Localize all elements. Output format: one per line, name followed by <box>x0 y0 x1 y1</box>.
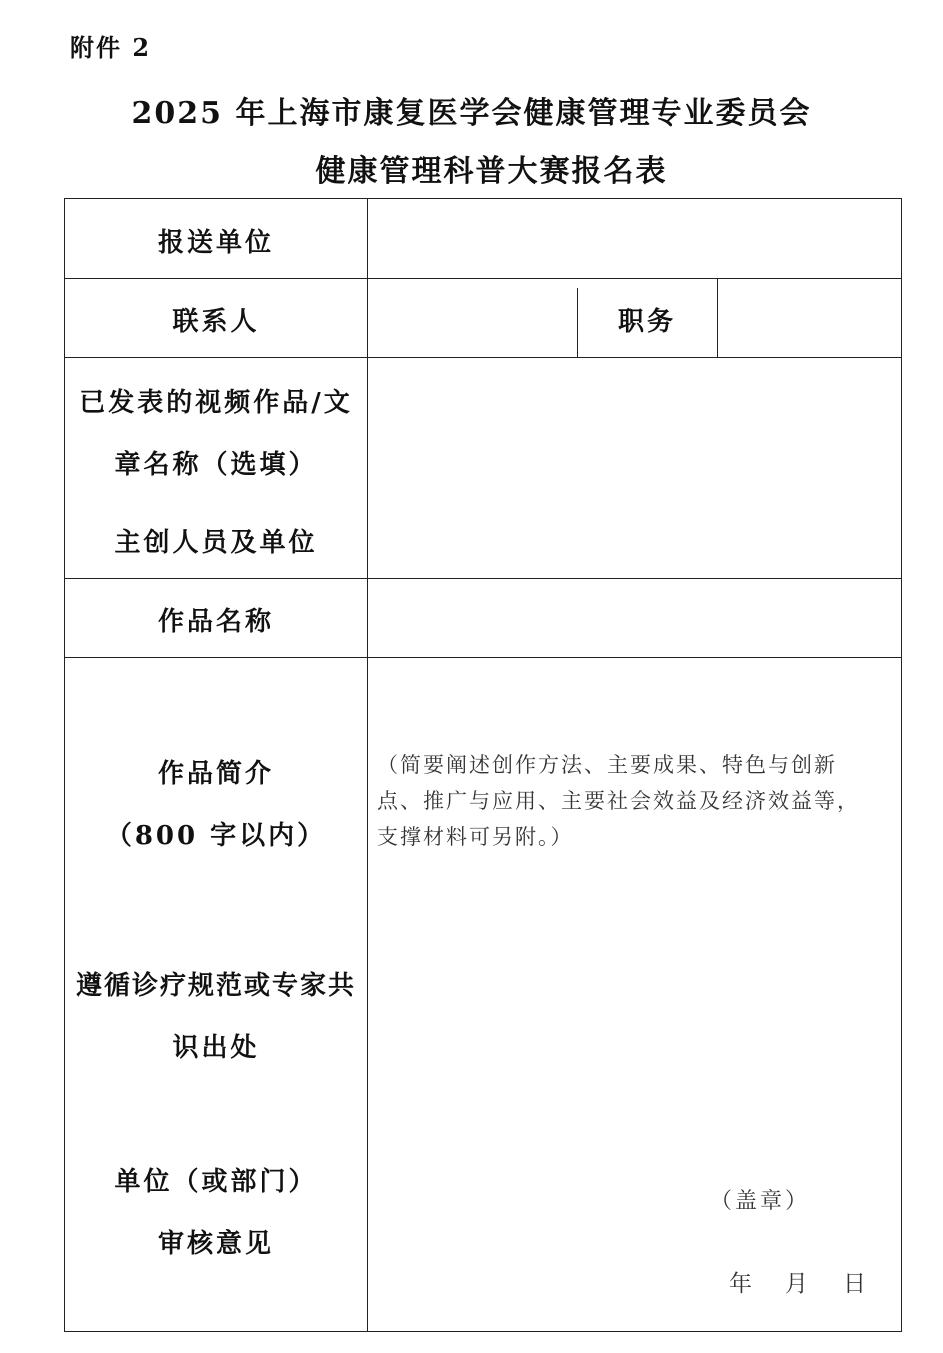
submitting-unit-field[interactable] <box>369 199 901 277</box>
review-label-line2: 审核意见 <box>157 1229 274 1259</box>
contact-label: 联系人 <box>172 307 260 337</box>
date-month: 月 <box>785 1271 808 1297</box>
row-divider <box>65 578 901 579</box>
row-divider <box>65 657 901 658</box>
intro-hint-text: （简要阐述创作方法、主要成果、特色与创新点、推广与应用、主要社会效益及经济效益等，支撑材料可另附。） <box>377 753 860 849</box>
intro-limit-label: （800 字以内） <box>105 821 327 851</box>
work-name-field[interactable] <box>369 580 901 656</box>
position-label: 职务 <box>617 307 676 337</box>
position-field[interactable] <box>719 280 901 356</box>
published-works-field[interactable] <box>369 359 901 577</box>
row-divider <box>65 357 901 358</box>
date-year: 年 <box>729 1271 752 1297</box>
contact-field[interactable] <box>369 280 576 356</box>
review-label-line1: 单位（或部门） <box>114 1167 318 1197</box>
guideline-label-line1: 遵循诊疗规范或专家共 <box>75 971 356 1001</box>
intro-label: 作品简介 <box>157 759 274 789</box>
registration-form-table <box>64 198 902 1332</box>
attachment-label: 附件 2 <box>70 33 152 62</box>
seal-label: （盖章） <box>710 1189 811 1214</box>
creators-label: 主创人员及单位 <box>114 528 318 558</box>
form-title-line2: 健康管理科普大赛报名表 <box>315 154 668 189</box>
column-divider <box>367 199 368 1331</box>
work-name-label: 作品名称 <box>157 607 274 637</box>
guideline-label-line2: 识出处 <box>172 1033 260 1063</box>
form-title-line1: 2025 年上海市康复医学会健康管理专业委员会 <box>131 96 812 131</box>
submitting-unit-label: 报送单位 <box>157 228 274 258</box>
position-divider <box>717 278 718 358</box>
published-works-label-line1: 已发表的视频作品/文 <box>79 388 353 418</box>
date-day: 日 <box>843 1271 866 1297</box>
row-divider <box>65 278 901 279</box>
published-works-label-line2: 章名称（选填） <box>114 450 318 480</box>
